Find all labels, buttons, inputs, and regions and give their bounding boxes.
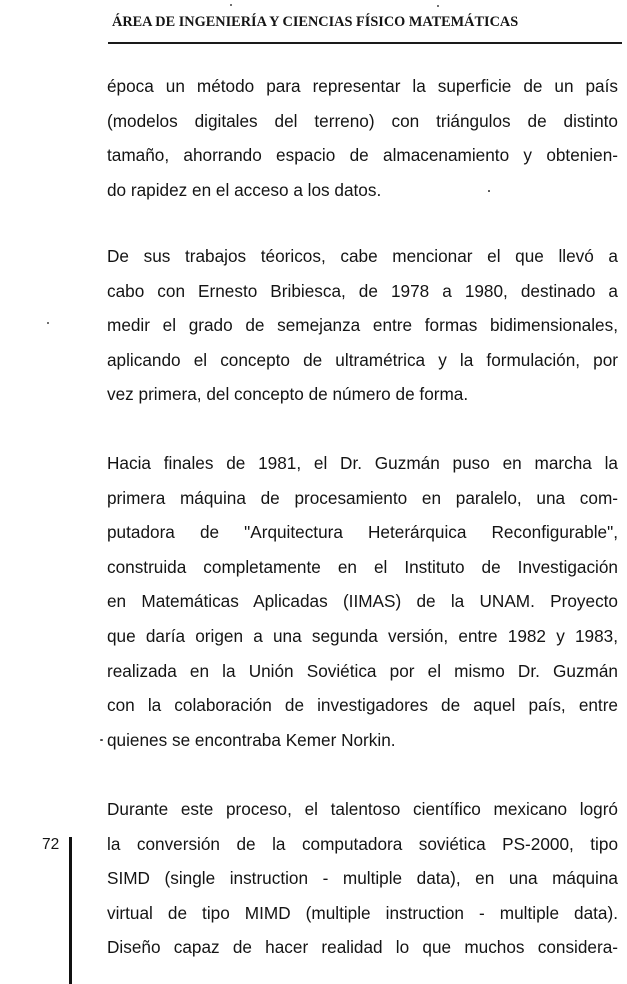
text-line: cabo con Ernesto Bribiesca, de 1978 a 1980, destinado a — [107, 280, 618, 301]
paragraph-4 — [107, 792, 618, 965]
text-line: Hacia finales de 1981, el Dr. Guzmán puso en marcha la — [107, 453, 618, 473]
text-line: primera máquina de procesamiento en paralelo, una com- — [107, 487, 618, 508]
text-line: De sus trabajos téoricos, cabe mencionar el que llevó a — [107, 246, 618, 266]
paragraph-2 — [107, 239, 618, 412]
page-number: 72 — [42, 836, 60, 853]
text-line: Durante este proceso, el talentoso científico mexicano logró — [107, 799, 618, 819]
text-line: que daría origen a una segunda versión, entre 1982 y 1983, — [107, 625, 618, 646]
text-line: do rapidez en el acceso a los datos. — [107, 179, 382, 200]
text-line: SIMD (single instruction - multiple data), en una máquina — [107, 868, 618, 889]
text-line: Diseño capaz de hacer realidad lo que muchos considera- — [107, 937, 618, 958]
scan-speck — [488, 190, 490, 192]
text-line: realizada en la Unión Soviética por el mismo Dr. Guzmán — [107, 660, 618, 681]
margin-bar — [69, 837, 72, 984]
scan-speck — [47, 322, 49, 324]
header-rule — [108, 42, 622, 44]
text-line: quienes se encontraba Kemer Norkin. — [107, 729, 396, 750]
text-line: la conversión de la computadora soviética PS-2000, tipo — [107, 833, 618, 854]
scan-speck — [437, 5, 439, 7]
paragraph-1 — [107, 69, 618, 207]
text-line: en Matemáticas Aplicadas (IIMAS) de la UNAM. Proyecto — [107, 591, 618, 612]
text-line: vez primera, del concepto de número de forma. — [107, 384, 469, 405]
text-line: putadora de "Arquitectura Heterárquica Reconfigurable", — [107, 522, 618, 543]
paragraph-3 — [107, 446, 618, 757]
text-line: construida completamente en el Instituto de Investigación — [107, 556, 618, 577]
scan-speck — [100, 739, 103, 741]
text-line: virtual de tipo MIMD (multiple instruction - multiple data). — [107, 902, 618, 923]
text-line: época un método para representar la superficie de un país — [107, 76, 618, 96]
text-line: tamaño, ahorrando espacio de almacenamiento y obtenien- — [107, 145, 618, 166]
scan-speck — [230, 4, 232, 6]
text-line: con la colaboración de investigadores de aquel país, entre — [107, 695, 618, 716]
running-header: ÁREA DE INGENIERÍA Y CIENCIAS FÍSICO MATEMÁTICAS — [112, 14, 519, 30]
text-line: medir el grado de semejanza entre formas bidimensionales, — [107, 315, 618, 336]
text-line: (modelos digitales del terreno) con triángulos de distinto — [107, 110, 618, 131]
text-line: aplicando el concepto de ultramétrica y la formulación, por — [107, 349, 618, 370]
